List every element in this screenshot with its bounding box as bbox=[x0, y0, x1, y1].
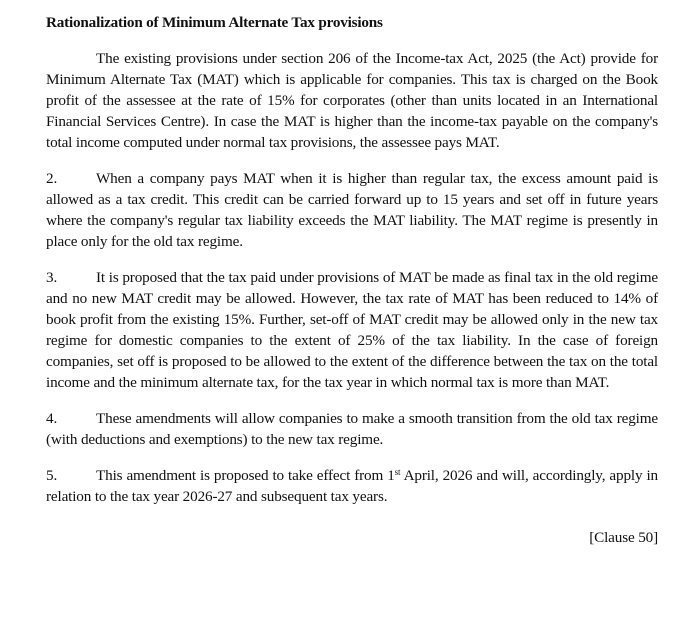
paragraph-4-text: These amendments will allow companies to make a smooth transition from the old tax regime (with deductions and exemptions) to the new tax regime. bbox=[46, 410, 658, 448]
paragraph-4-number: 4. bbox=[46, 410, 58, 427]
paragraph-5-number: 5. bbox=[46, 467, 58, 484]
paragraph-2-text: When a company pays MAT when it is higher than regular tax, the excess amount paid is allowed as a tax credit. This credit can be carried forward up to 15 years and set off in future years where the company's regular tax liability exceeds the MAT liability. The MAT regime is presently in place only for the old tax regime. bbox=[46, 170, 658, 250]
paragraph-1-text: The existing provisions under section 206 of the Income-tax Act, 2025 (the Act) provide for Minimum Alternate Tax (MAT) which is applicable for companies. This tax is charged on the Book profit of the assessee at the rate of 15% for corporates (other than units located in an International Financial Services Centre). In case the MAT is higher than the income-tax payable on the company's total income computed under normal tax provisions, the assessee pays MAT. bbox=[46, 50, 658, 151]
section-title: Rationalization of Minimum Alternate Tax provisions bbox=[46, 14, 383, 31]
clause-reference: [Clause 50] bbox=[589, 529, 658, 546]
ordinal-superscript: st bbox=[394, 467, 401, 477]
paragraph-3-number: 3. bbox=[46, 269, 58, 286]
document-page bbox=[46, 12, 658, 563]
paragraph-2 bbox=[46, 168, 658, 252]
paragraph-5-text-end: April, 2026 and will, accordingly, apply in relation to the tax year 2026-27 and subsequent tax years. bbox=[46, 467, 658, 505]
paragraph-5 bbox=[46, 465, 658, 507]
paragraph-4 bbox=[46, 408, 658, 450]
paragraph-3 bbox=[46, 267, 658, 393]
paragraph-3-text: It is proposed that the tax paid under provisions of MAT be made as final tax in the old regime and no new MAT credit may be allowed. However, the tax rate of MAT has been reduced to 14% of book profit from the existing 15%. Further, set-off of MAT credit may be allowed only in the new tax regime for domestic companies to the extent of 25% of the tax liability. In the case of foreign companies, set off is proposed to be allowed to the extent of the difference between the tax on the total income and the minimum alternate tax, for the tax year in which normal tax is more than MAT. bbox=[46, 269, 658, 391]
paragraph-5-text-start: This amendment is proposed to take effect from 1 bbox=[96, 467, 395, 484]
paragraph-1 bbox=[46, 48, 658, 153]
paragraph-2-number: 2. bbox=[46, 170, 58, 187]
